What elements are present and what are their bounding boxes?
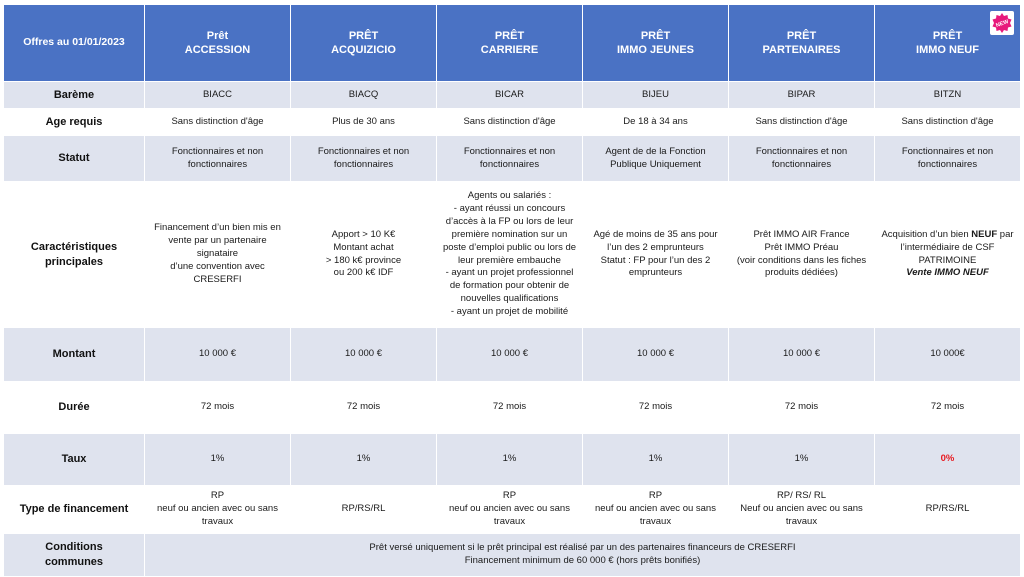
header-corner: Offres au 01/01/2023 [4,5,145,82]
row-caracteristiques [4,182,1021,328]
row-label: Taux [4,434,145,486]
cell: BIACQ [291,82,437,109]
header-pret-accession: Prêt ACCESSION [145,5,291,82]
row-label: Montant [4,328,145,382]
cell: Apport > 10 K€ Montant achat > 180 k€ province ou 200 k€ IDF [291,182,437,328]
cell: 10 000 € [291,328,437,382]
cell: 72 mois [437,382,583,434]
new-badge-icon [990,11,1014,35]
offers-table [3,4,1021,577]
row-bareme [4,82,1021,109]
cell: BICAR [437,82,583,109]
conditions-cell: Prêt versé uniquement si le prêt principal est réalisé par un des partenaires financeurs de CRESERFI Financement minimum de 60 000 € (hors prêts bonifiés) [145,534,1021,577]
cell: RP neuf ou ancien avec ou sans travaux [145,486,291,534]
row-label: Age requis [4,109,145,136]
cell: RP/RS/RL [291,486,437,534]
row-label: Statut [4,136,145,182]
cell: RP/RS/RL [875,486,1021,534]
cell: Prêt IMMO AIR France Prêt IMMO Préau (voir conditions dans les fiches produits dédiées) [729,182,875,328]
cell: Sans distinction d'âge [729,109,875,136]
header-pret-partenaires: PRÊT PARTENAIRES [729,5,875,82]
cell: Fonctionnaires et non fonctionnaires [437,136,583,182]
row-label: Conditions communes [4,534,145,577]
cell: RP neuf ou ancien avec ou sans travaux [583,486,729,534]
cell: De 18 à 34 ans [583,109,729,136]
row-label: Caractéristiques principales [4,182,145,328]
cell: 72 mois [875,382,1021,434]
cell-taux-highlight: 0% [875,434,1021,486]
cell: 72 mois [729,382,875,434]
cell: 1% [145,434,291,486]
cell: Sans distinction d'âge [875,109,1021,136]
cell: 10 000 € [729,328,875,382]
cell: 10 000 € [583,328,729,382]
cell: Agent de de la Fonction Publique Uniquement [583,136,729,182]
svg-text:NEW: NEW [995,18,1010,29]
header-pret-acquizicio: PRÊT ACQUIZICIO [291,5,437,82]
cell: Fonctionnaires et non fonctionnaires [291,136,437,182]
cell: Fonctionnaires et non fonctionnaires [875,136,1021,182]
cell: BIACC [145,82,291,109]
row-label: Durée [4,382,145,434]
row-statut [4,136,1021,182]
header-pret-carriere: PRÊT CARRIERE [437,5,583,82]
cell: Fonctionnaires et non fonctionnaires [729,136,875,182]
cell: 1% [583,434,729,486]
cell: 1% [729,434,875,486]
cell: BIJEU [583,82,729,109]
cell: 72 mois [583,382,729,434]
cell: BIPAR [729,82,875,109]
cell: 10 000€ [875,328,1021,382]
row-label: Barème [4,82,145,109]
cell: Sans distinction d'âge [145,109,291,136]
cell: Agé de moins de 35 ans pour l’un des 2 emprunteurs Statut : FP pour l’un des 2 emprunteurs [583,182,729,328]
cell: Plus de 30 ans [291,109,437,136]
cell: RP neuf ou ancien avec ou sans travaux [437,486,583,534]
row-label: Type de financement [4,486,145,534]
cell: 1% [291,434,437,486]
cell: Sans distinction d'âge [437,109,583,136]
cell: BITZN [875,82,1021,109]
cell: 10 000 € [437,328,583,382]
header-row [4,5,1021,82]
row-financement [4,486,1021,534]
header-pret-immo-jeunes: PRÊT IMMO JEUNES [583,5,729,82]
row-taux [4,434,1021,486]
cell: RP/ RS/ RL Neuf ou ancien avec ou sans travaux [729,486,875,534]
cell: 72 mois [145,382,291,434]
cell: 72 mois [291,382,437,434]
cell: Financement d’un bien mis en vente par un partenaire signataire d’une convention avec CRESERFI [145,182,291,328]
offers-table-container [3,4,1020,576]
cell: 10 000 € [145,328,291,382]
header-pret-immo-neuf: PRÊT IMMO NEUF NEW [875,5,1021,82]
cell: Acquisition d’un bien NEUF par l’intermédiaire de CSF PATRIMOINE Vente IMMO NEUF [875,182,1021,328]
row-montant [4,328,1021,382]
row-conditions [4,534,1021,577]
row-age [4,109,1021,136]
cell: 1% [437,434,583,486]
row-duree [4,382,1021,434]
cell: Agents ou salariés : - ayant réussi un concours d’accès à la FP ou lors de leur première nomination sur un poste d’emploi public ou lors de leur première embauche - ayant un projet professionnel de formation pour obtenir de nouvelles qualifications - ayant un projet de mobilité [437,182,583,328]
cell: Fonctionnaires et non fonctionnaires [145,136,291,182]
